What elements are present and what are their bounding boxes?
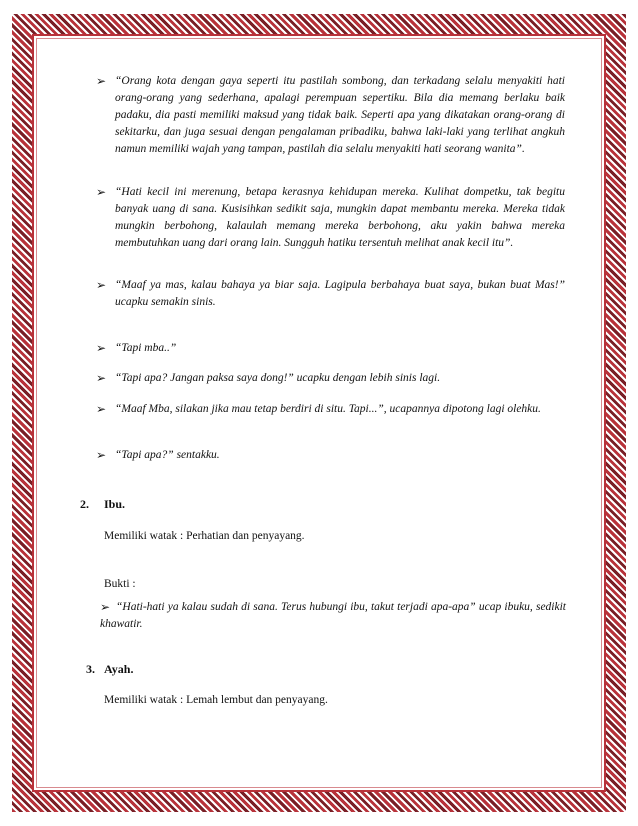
arrow-bullet-icon: ➢ [96,402,107,416]
section-title: Ayah. [104,662,134,676]
quote-item [96,73,565,158]
quote-item [96,447,565,464]
section-heading-ibu [80,496,125,512]
bukti-quote-item [100,599,566,633]
arrow-bullet-icon: ➢ [96,341,107,355]
arrow-bullet-icon: ➢ [96,448,107,462]
quote-text: “Tapi mba..” [115,342,177,354]
arrow-bullet-icon: ➢ [96,74,107,88]
watak-text: Memiliki watak : Perhatian dan penyayang. [104,530,305,542]
quote-text: “Maaf Mba, silakan jika mau tetap berdiri di situ. Tapi...”, ucapannya dipotong lagi olehku. [115,403,541,415]
quote-item [96,277,565,311]
quote-text: “Tapi apa? Jangan paksa saya dong!” ucapku dengan lebih sinis lagi. [115,372,441,384]
quote-item [96,340,565,357]
quote-text: “Hati kecil ini merenung, betapa kerasnya kehidupan mereka. Kulihat dompetku, tak begitu banyak uang di sana. Kusisihkan sedikit saja, mungkin dapat membantu mereka. Mereka tidak mungkin berbohong, kalaulah memang mereka berbohong, aku yakin bahwa mereka membutuhkan uang dari orang lain. Sungguh hatiku tersentuh melihat anak kecil itu”. [115,186,565,249]
quote-item [96,401,565,418]
arrow-bullet-icon: ➢ [96,278,107,292]
quote-text: “Maaf ya mas, kalau bahaya ya biar saja. Lagipula berbahaya buat saya, bukan buat Mas!” ucapku semakin sinis. [115,279,565,308]
quote-text: “Hati-hati ya kalau sudah di sana. Terus hubungi ibu, takut terjadi apa-apa” ucap ibuku, sedikit khawatir. [100,601,566,630]
quote-item [96,184,565,252]
section-heading-ayah [86,661,133,677]
section-number: 2. [80,497,89,511]
quote-text: “Tapi apa?” sentakku. [115,449,220,461]
quote-text: “Orang kota dengan gaya seperti itu pastilah sombong, dan terkadang selalu menyakiti hati orang-orang yang sederhana, apalagi perempuan sepertiku. Bila dia memang berlaku baik padaku, dia pasti memiliki maksud yang tidak baik. Seperti apa yang dikatakan orang-orang di sekitarku, dan juga sesuai dengan pengalaman pribadiku, bahwa laki-laki yang terlihat angkuh namun memiliki wajah yang tampan, pastilah dia selalu menyakiti hati seorang wanita”. [115,75,565,155]
bukti-label: Bukti : [104,578,136,590]
arrow-bullet-icon: ➢ [100,600,111,614]
watak-text: Memiliki watak : Lemah lembut dan penyayang. [104,694,328,706]
section-number: 3. [86,662,95,676]
arrow-bullet-icon: ➢ [96,185,107,199]
arrow-bullet-icon: ➢ [96,371,107,385]
section-title: Ibu. [104,497,126,511]
quote-item [96,370,565,387]
